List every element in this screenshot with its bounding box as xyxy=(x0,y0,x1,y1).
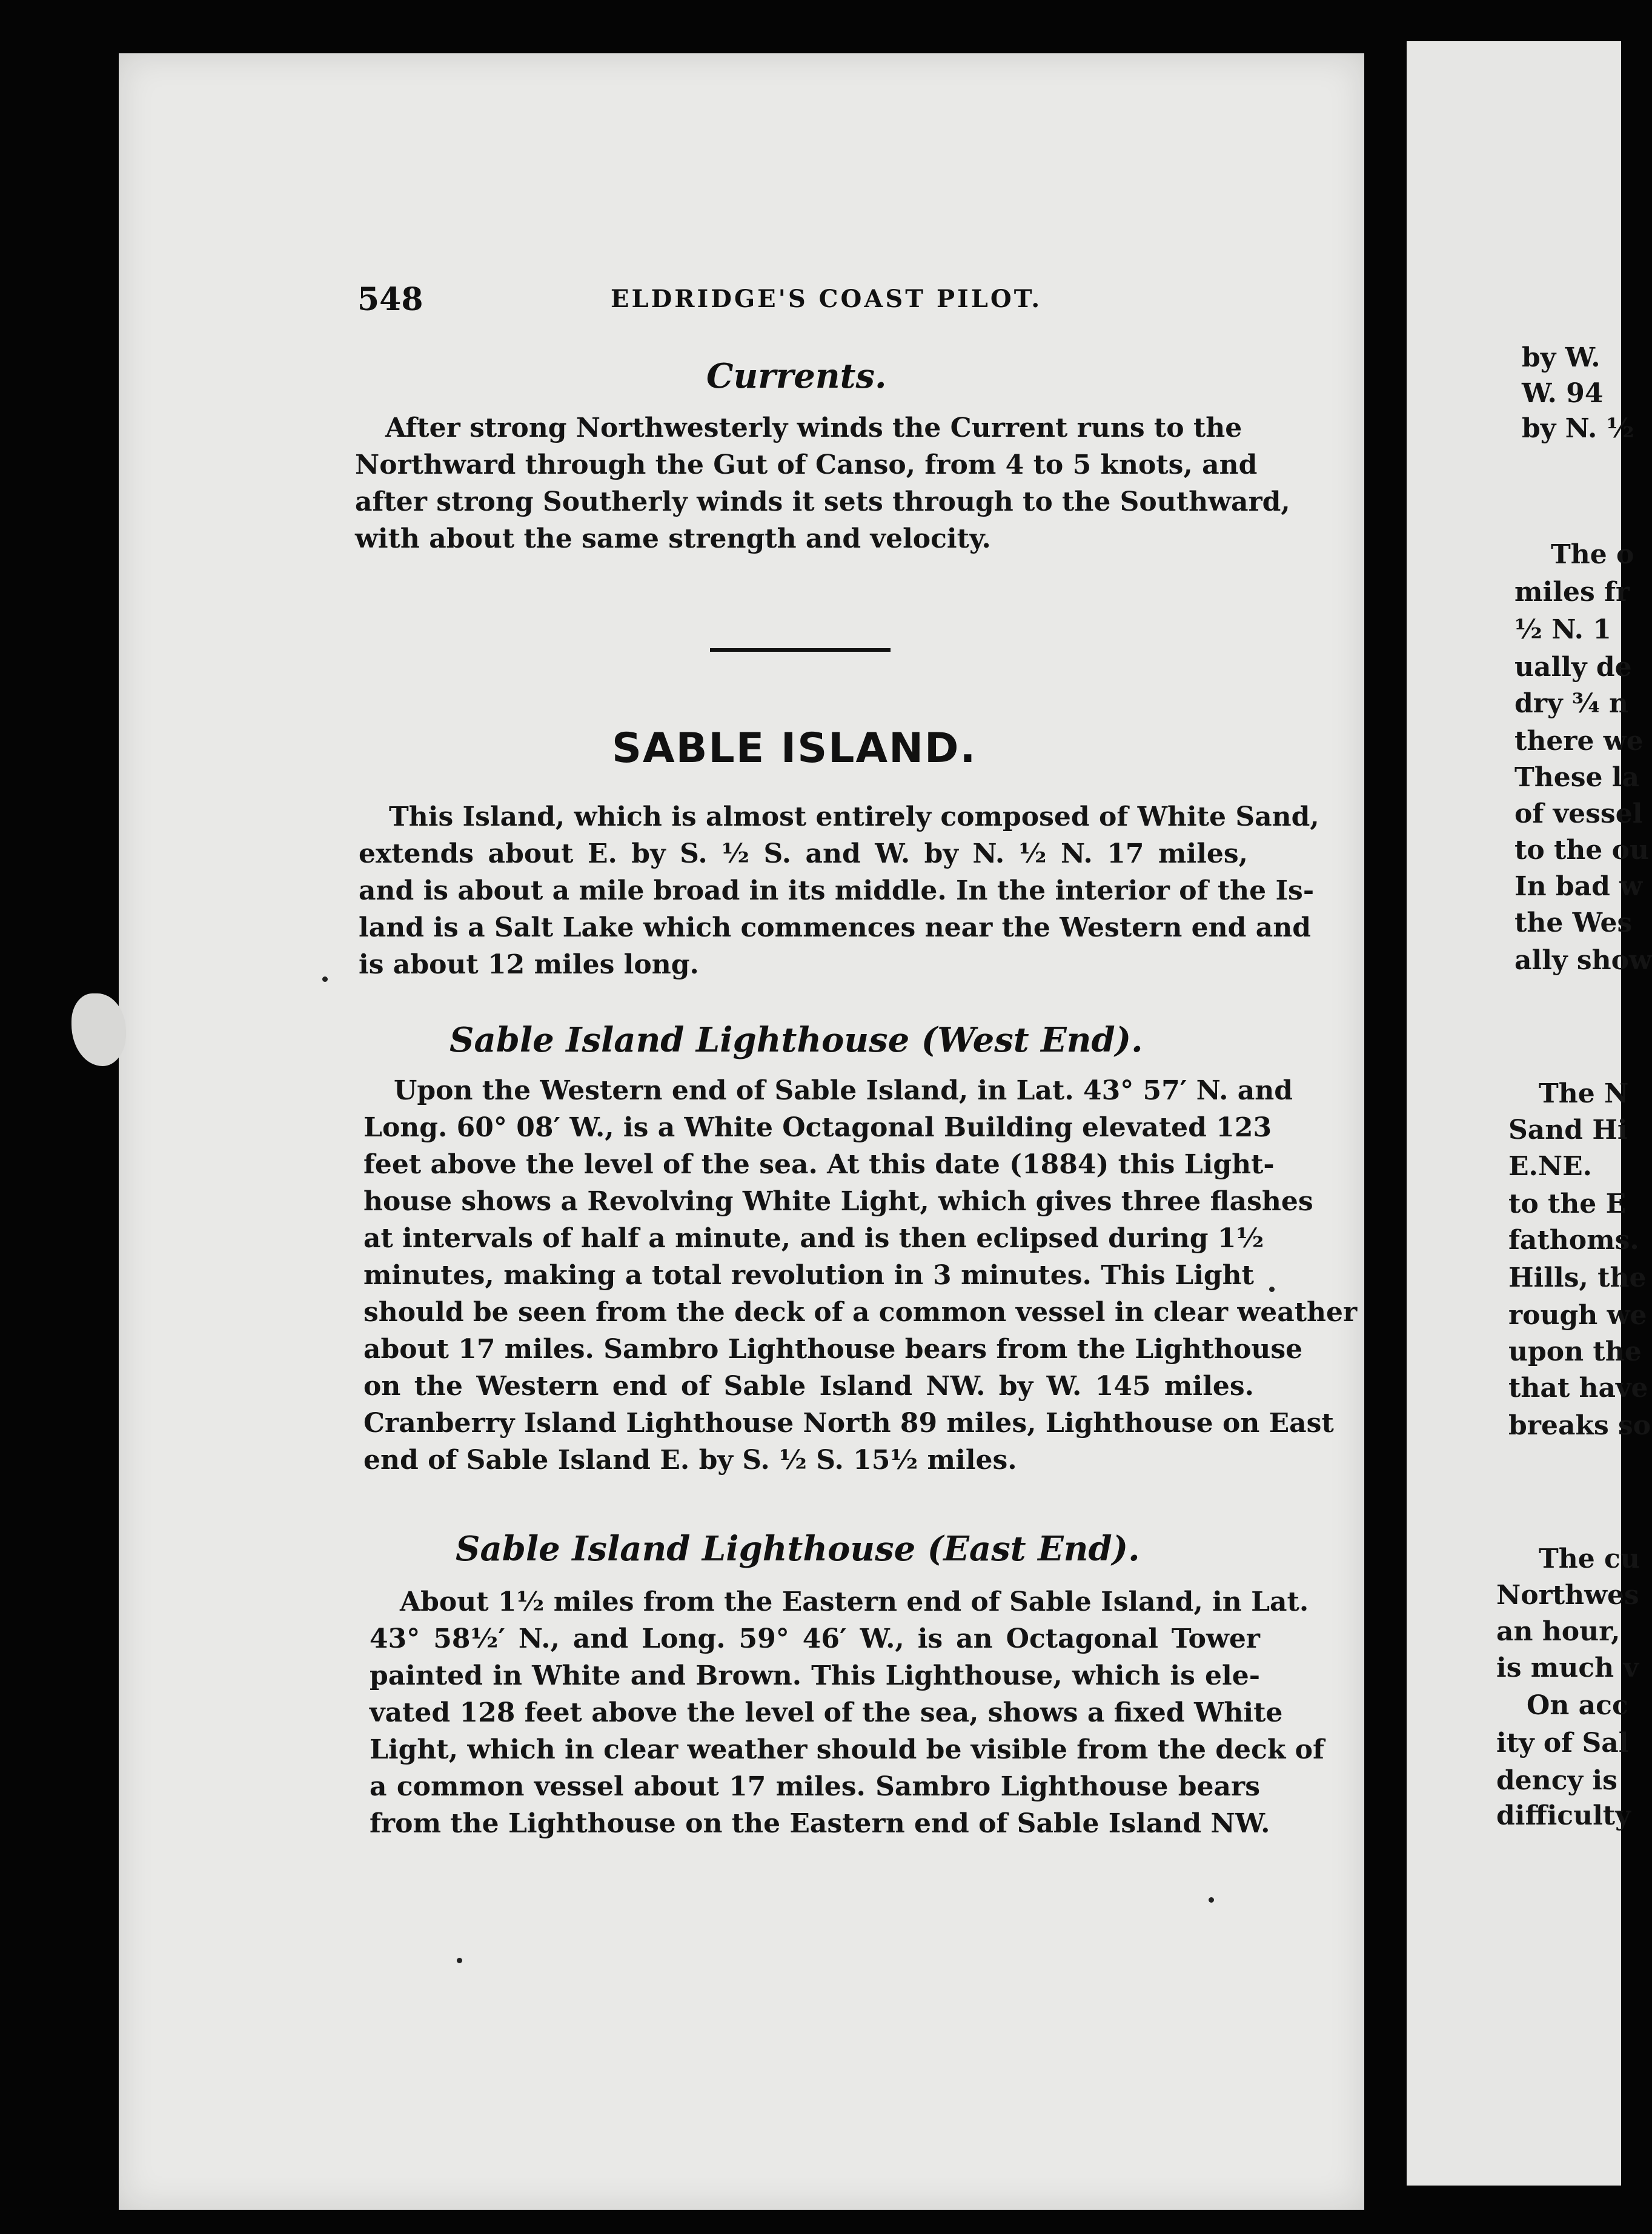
right-page-fragment: The o xyxy=(1551,539,1634,570)
right-page-fragment: dry ¾ n xyxy=(1514,688,1629,719)
text-line: should be seen from the deck of a common vessel in clear weather xyxy=(363,1297,1358,1328)
page-number: 548 xyxy=(357,281,423,318)
sable-island-paragraph xyxy=(359,798,1319,983)
right-page-fragment: The N xyxy=(1539,1078,1629,1109)
right-page-fragment: to the ou xyxy=(1514,835,1649,866)
right-page-fragment: by W. xyxy=(1522,342,1601,373)
right-page-fragment: dency is xyxy=(1496,1765,1617,1796)
right-page-fragment: In bad w xyxy=(1514,871,1643,902)
sable-island-heading: SABLE ISLAND. xyxy=(612,724,977,772)
east-end-paragraph xyxy=(370,1583,1324,1842)
right-page-fragment: ally show xyxy=(1514,945,1652,976)
right-page-fragment: there we xyxy=(1514,726,1644,757)
east-end-title: Sable Island Lighthouse (East End). xyxy=(456,1529,1140,1569)
right-page-fragment: Hills, the xyxy=(1508,1262,1647,1293)
text-line: extends about E. by S. ½ S. and W. by N. ½ N. 17 miles, xyxy=(359,838,1248,869)
currents-paragraph xyxy=(355,409,1290,557)
text-line: land is a Salt Lake which commences near the Western end and xyxy=(359,912,1311,943)
text-line: Upon the Western end of Sable Island, in Lat. 43° 57′ N. and xyxy=(394,1075,1293,1106)
right-page-fragment: ity of Sal xyxy=(1496,1728,1629,1758)
right-page-fragment: Northwes xyxy=(1496,1580,1639,1611)
section-divider xyxy=(710,648,891,652)
right-page-fragment: Sand Hi xyxy=(1508,1115,1628,1145)
right-page-fragment: ually de xyxy=(1514,652,1632,683)
text-line: minutes, making a total revolution in 3 minutes. This Light xyxy=(363,1260,1254,1291)
west-end-paragraph xyxy=(363,1072,1358,1479)
text-line: After strong Northwesterly winds the Current runs to the xyxy=(385,413,1242,443)
text-line: house shows a Revolving White Light, which gives three flashes xyxy=(363,1186,1313,1217)
text-line: About 1½ miles from the Eastern end of Sable Island, in Lat. xyxy=(400,1586,1309,1617)
right-page-fragment: The cu xyxy=(1539,1543,1640,1574)
right-page-fragment: breaks so xyxy=(1508,1410,1651,1441)
text-line: Light, which in clear weather should be visible from the deck of xyxy=(370,1734,1324,1765)
ink-speck xyxy=(1269,1287,1275,1292)
text-line: end of Sable Island E. by S. ½ S. 15½ miles. xyxy=(363,1445,1017,1476)
right-page-fragment: rough we xyxy=(1508,1300,1647,1331)
right-page-fragment: ½ N. 1 xyxy=(1514,614,1611,645)
running-head: ELDRIDGE'S COAST PILOT. xyxy=(611,285,1043,313)
text-line: and is about a mile broad in its middle. In the interior of the Is- xyxy=(359,875,1315,906)
west-end-title: Sable Island Lighthouse (West End). xyxy=(449,1020,1143,1060)
right-page-fragment: an hour, xyxy=(1496,1616,1620,1647)
text-line: vated 128 feet above the level of the sea, shows a fixed White xyxy=(370,1697,1283,1728)
text-line: painted in White and Brown. This Lighthouse, which is ele- xyxy=(370,1660,1260,1691)
ink-speck xyxy=(1209,1897,1214,1903)
right-page-fragment: difficulty xyxy=(1496,1800,1631,1831)
text-line: This Island, which is almost entirely composed of White Sand, xyxy=(389,801,1319,832)
text-line: 43° 58½′ N., and Long. 59° 46′ W., is an Octagonal Tower xyxy=(370,1623,1260,1654)
text-line: feet above the level of the sea. At this date (1884) this Light- xyxy=(363,1149,1275,1180)
right-page-fragment: fathoms. xyxy=(1508,1225,1639,1256)
text-line: Northward through the Gut of Canso, from 4 to 5 knots, and xyxy=(355,449,1258,480)
text-line: Long. 60° 08′ W., is a White Octagonal Building elevated 123 xyxy=(363,1112,1272,1143)
right-page-fragment: that have xyxy=(1508,1373,1648,1404)
right-page-fragment: to the E xyxy=(1508,1188,1627,1219)
ink-speck xyxy=(457,1958,462,1963)
text-line: Cranberry Island Lighthouse North 89 miles, Lighthouse on East xyxy=(363,1408,1334,1439)
right-page-fragment: E.NE. xyxy=(1508,1151,1592,1182)
text-line: after strong Southerly winds it sets through to the Southward, xyxy=(355,486,1290,517)
text-line: a common vessel about 17 miles. Sambro Lighthouse bears xyxy=(370,1771,1260,1802)
right-page-fragment: W. 94 xyxy=(1522,378,1604,409)
text-line: at intervals of half a minute, and is then eclipsed during 1½ xyxy=(363,1223,1264,1254)
text-line: about 17 miles. Sambro Lighthouse bears from the Lighthouse xyxy=(363,1334,1303,1365)
text-line: from the Lighthouse on the Eastern end of Sable Island NW. xyxy=(370,1808,1270,1839)
right-page-fragment: miles fr xyxy=(1514,577,1630,608)
right-page-fragment: On acc xyxy=(1527,1690,1628,1721)
right-page-fragment: is much v xyxy=(1496,1652,1639,1683)
right-page-fragment: These la xyxy=(1514,762,1640,793)
right-page-fragment: of vessel xyxy=(1514,798,1643,829)
right-page-fragment: upon the xyxy=(1508,1336,1642,1367)
paper-tear-mark xyxy=(71,993,126,1066)
text-line: with about the same strength and velocity. xyxy=(355,523,991,554)
text-line: on the Western end of Sable Island NW. by W. 145 miles. xyxy=(363,1371,1254,1402)
ink-speck xyxy=(322,976,328,982)
right-page-fragment: by N. ½ xyxy=(1522,413,1634,444)
currents-title: Currents. xyxy=(706,356,887,396)
text-line: is about 12 miles long. xyxy=(359,949,699,980)
right-page-fragment: the Wes xyxy=(1514,907,1633,938)
